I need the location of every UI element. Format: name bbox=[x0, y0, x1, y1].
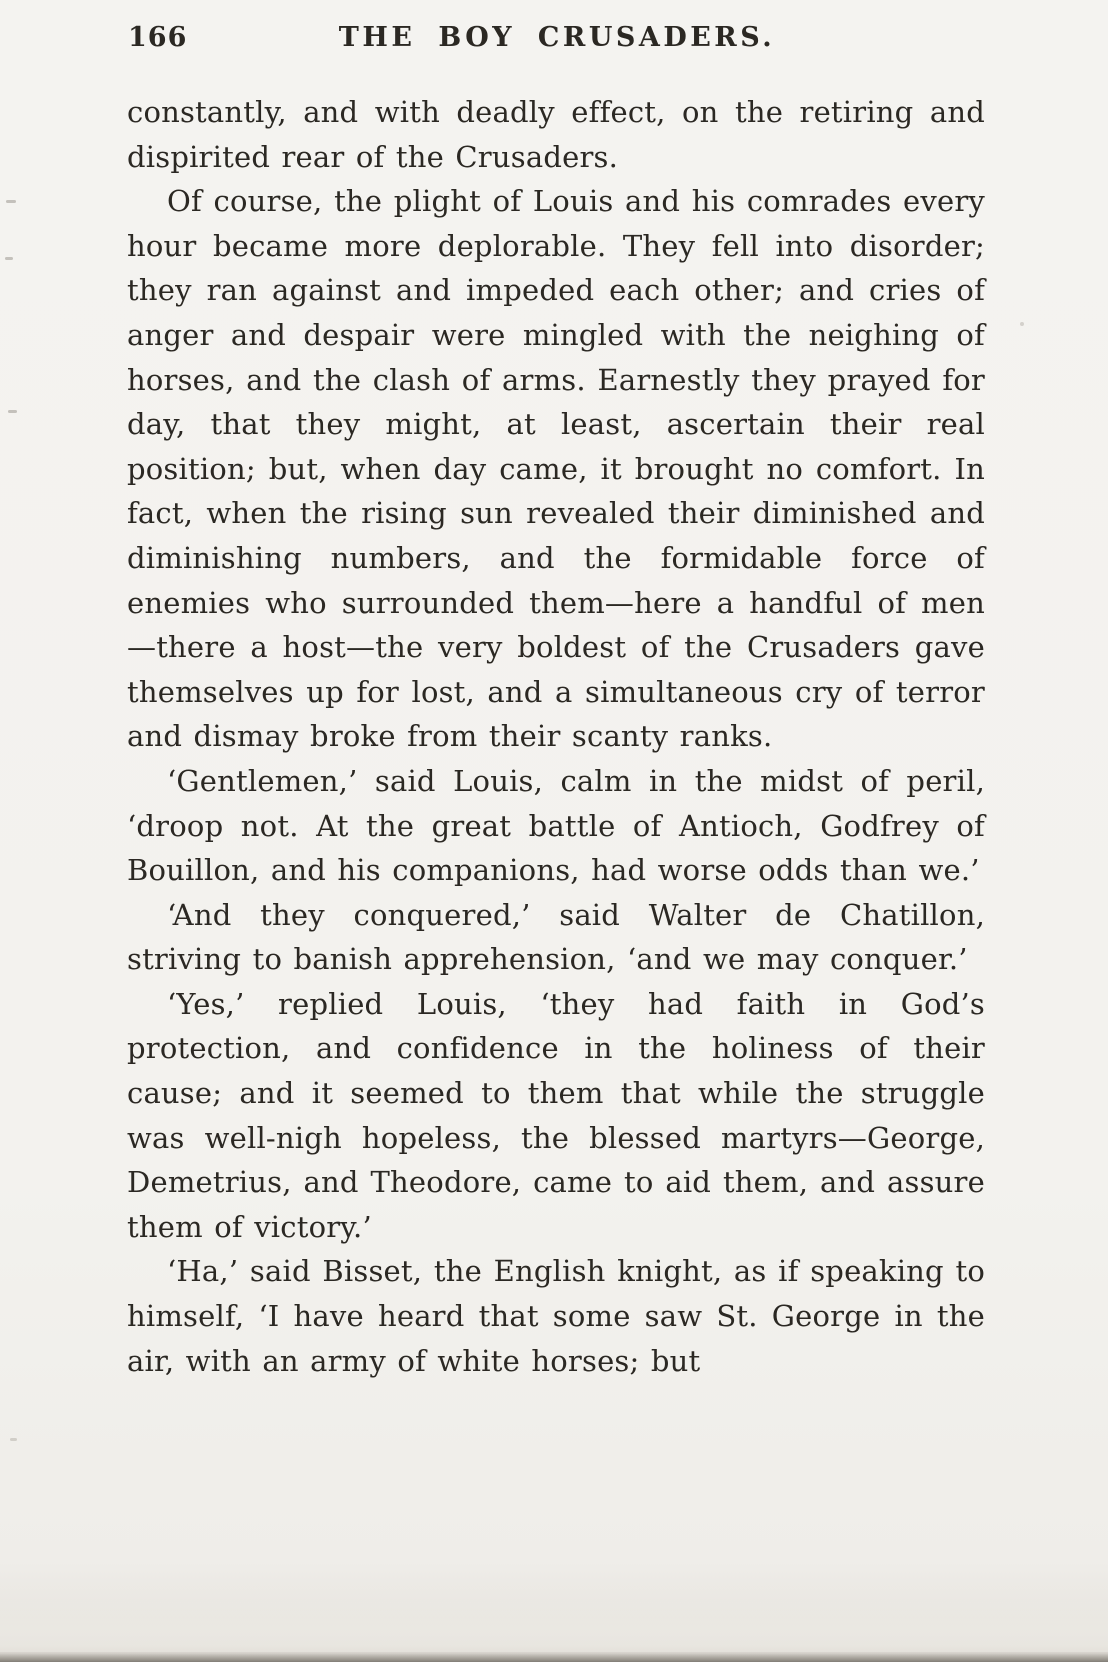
scan-mark bbox=[6, 200, 16, 203]
paragraph: Of course, the plight of Louis and his comrades every hour became more deplorable. They fell into disorder; they ran against and impeded each other; and cries of anger and despair were mingled with the neighing of horses, and the clash of arms. Earnestly they prayed for day, that they might, at least, ascertain their real position; but, when day came, it brought no comfort. In fact, when the rising sun revealed their diminished and diminishing numbers, and the formidable force of enemies who surrounded them—here a handful of men—there a host—the very boldest of the Crusaders gave themselves up for lost, and a simultaneous cry of terror and dismay broke from their scanty ranks. bbox=[127, 184, 985, 754]
page-header bbox=[128, 22, 986, 62]
scan-mark bbox=[10, 1438, 17, 1441]
paragraph: constantly, and with deadly effect, on the retiring and dispirited rear of the Crusaders. bbox=[127, 95, 985, 174]
scanned-page-edge bbox=[0, 1653, 1108, 1662]
scan-mark bbox=[8, 410, 17, 413]
running-header-title: THE BOY CRUSADERS. bbox=[338, 22, 776, 53]
paragraph: ‘Gentlemen,’ said Louis, calm in the midst of peril, ‘droop not. At the great battle of Antioch, Godfrey of Bouillon, and his companions, had worse odds than we.’ bbox=[127, 763, 985, 888]
page-bottom-fade bbox=[0, 1582, 1108, 1652]
page-number: 166 bbox=[128, 22, 188, 53]
scan-mark bbox=[1020, 322, 1024, 326]
paragraph: ‘Yes,’ replied Louis, ‘they had faith in God’s protection, and confidence in the holiness of their cause; and it seemed to them that while the struggle was well-nigh hopeless, the blessed martyrs—George, Demetrius, and Theodore, came to aid them, and assure them of victory.’ bbox=[127, 986, 985, 1244]
scan-mark bbox=[5, 257, 13, 260]
paragraph: ‘Ha,’ said Bisset, the English knight, as if speaking to himself, ‘I have heard that some saw St. George in the air, with an army of white horses; but bbox=[127, 1254, 985, 1378]
paragraph: ‘And they conquered,’ said Walter de Chatillon, striving to banish apprehension, ‘and we may conquer.’ bbox=[127, 897, 985, 977]
page-body bbox=[127, 90, 985, 1383]
